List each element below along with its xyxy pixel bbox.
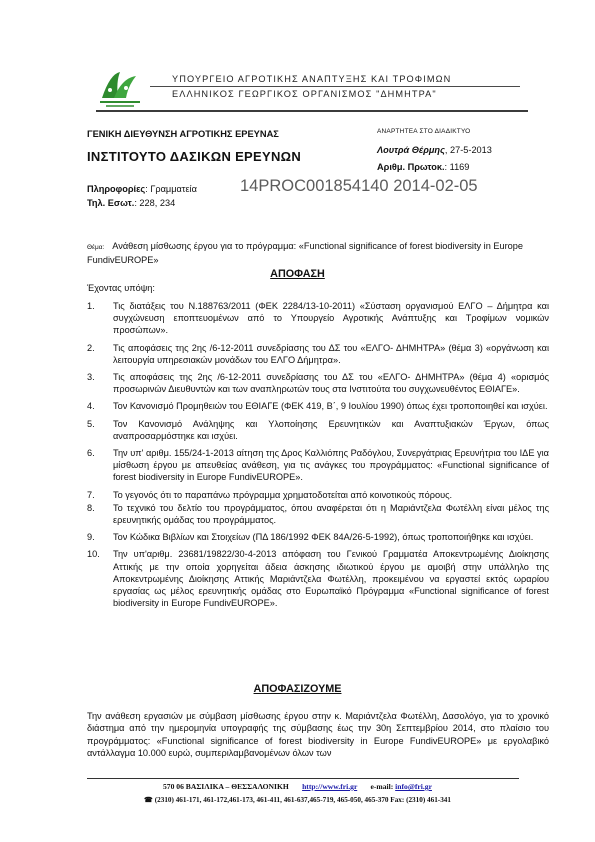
institute-name: ΙΝΣΤΙΤΟΥΤΟ ΔΑΣΙΚΩΝ ΕΡΕΥΝΩΝ: [87, 149, 302, 164]
diavgeia-stamp: 14PROC001854140 2014-02-05: [240, 177, 478, 195]
info-line: [87, 184, 197, 194]
list-item: 1. Τις διατάξεις του Ν.188763/2011 (ΦΕΚ 2284/13-10-2011) «Σύσταση οργανισμού ΕΛΓΟ – Δήμητρα και συγχώνευση εποπτευομένων από το Υπουργείο Αγροτικής Ανάπτυξης και Τροφίμων νομικών προσώπων».: [87, 301, 549, 336]
list-item: 5. Τον Κανονισμό Ανάληψης και Υλοποίησης Ερευνητικών και Αναπτυξιακών Έργων, όπως αναπροσαρμόστηκε και ισχύει.: [87, 418, 549, 441]
phone-value: : 228, 234: [134, 198, 176, 208]
phone-label: Τηλ. Εσωτ.: [87, 198, 135, 208]
protocol-label: Αριθμ. Πρωτοκ.: [377, 162, 445, 172]
info-value: : Γραμματεία: [145, 184, 197, 194]
decision-title: ΑΠΟΦΑΣΗ: [270, 268, 325, 280]
list-item: 8. Το τεχνικό του δελτίο του προγράμματος, όπου αναφέρεται ότι η Μαριάντζελα Φωτέλλη είναι μέλος της ερευνητικής ομάδας του προγράμματος.: [87, 502, 549, 526]
place: Λουτρά Θέρμης: [377, 145, 445, 155]
list-item: 9. Τον Κώδικα Βιβλίων και Στοιχείων (ΠΔ 186/1992 ΦΕΚ 84Α/26-5-1992), όπως τροποποιήθηκε και ισχύει.: [87, 532, 534, 543]
protocol-number: [377, 162, 469, 172]
protocol-value: : 1169: [444, 162, 470, 172]
subject: [87, 240, 549, 266]
header-rule: [96, 110, 528, 112]
posted-notice: ΑΝΑΡΤΗΤΕΑ ΣΤΟ ΔΙΑΔΙΚΤΥΟ: [377, 128, 471, 135]
list-item: 6. Την υπ' αριθμ. 155/24-1-2013 αίτηση της Δρος Καλλιόπης Ραδόγλου, Συνεργάτριας Ερευνήτρια του ΙΔΕ για μίσθωση έργου με απευθείας ανάθεση, για τις ανάγκες του προγράμματος: «Functional significance of forest biodiversity in Europe FundivEUROPE».: [87, 448, 549, 483]
organization-logo: [96, 68, 144, 110]
list-item: 7. Το γεγονός ότι το παραπάνω πρόγραμμα χρηματοδοτείται από κοινοτικούς πόρους.: [87, 489, 453, 500]
footer-contact: [0, 782, 595, 791]
phone-line: [87, 198, 175, 208]
considerations-list: [87, 300, 549, 614]
list-item: 2. Τις αποφάσεις της 2ης /6-12-2011 συνεδρίασης του ΔΣ του «ΕΛΓΟ- ΔΗΜΗΤΡΑ» (θέμα 3) «οργάνωση και λειτουργία υπηρεσιακών μονάδων του ΕΛΓΟ Δήμητρα».: [87, 342, 549, 365]
header-divider: [150, 86, 520, 87]
footer-phones: ☎ (2310) 461-171, 461-172,461-173, 461-411, 461-637,465-719, 465-050, 465-370 Fax: (2310) 461-341: [143, 796, 451, 804]
place-date: [377, 145, 492, 155]
subject-label: Θέμα:: [87, 244, 105, 251]
email-label: e-mail:: [370, 782, 394, 791]
info-label: Πληροφορίες: [87, 184, 146, 194]
footer-address: 570 06 ΒΑΣΙΛΙΚΑ – ΘΕΣΣΑΛΟΝΙΚΗ: [163, 782, 289, 791]
list-item: 4. Τον Κανονισμό Προμηθειών του ΕΘΙΑΓΕ (ΦΕΚ 419, Β΄, 9 Ιουλίου 1990) όπως έχει τροποποιηθεί και ισχύει.: [87, 401, 548, 412]
footer-divider: [87, 778, 519, 779]
ministry-name: ΥΠΟΥΡΓΕΙΟ ΑΓΡΟΤΙΚΗΣ ΑΝΑΠΤΥΞΗΣ ΚΑΙ ΤΡΟΦΙΜΩΝ: [172, 74, 452, 84]
agency-name: ΕΛΛΗΝΙΚΟΣ ΓΕΩΡΓΙΚΟΣ ΟΡΓΑΝΙΣΜΟΣ "ΔΗΜΗΤΡΑ": [172, 89, 437, 99]
having-seen: Έχοντας υπόψη:: [87, 283, 155, 293]
website-link[interactable]: http://www.fri.gr: [302, 782, 358, 791]
decide-title: ΑΠΟΦΑΣΙΖΟΥΜΕ: [253, 683, 342, 695]
list-item: 3. Τις αποφάσεις της 2ης /6-12-2011 συνεδρίασης του ΔΣ του «ΕΛΓΟ- ΔΗΜΗΤΡΑ» (θέμα 4) «ορισμός προσωρινών Διευθυντών και των αναπληρωτών τους στα Ινστιτούτα του συγχωνευθέντος ΕΘΙΑΓΕ».: [87, 372, 549, 395]
decision-body: Την ανάθεση εργασιών με σύμβαση μίσθωσης έργου στην κ. Μαριάντζελα Φωτέλλη, Δασολόγο, για το χρονικό διάστημα από την ημερομηνία υπογραφής της σύμβασης έως την 30η Σεπτεμβρίου 2014, στο πλαίσιο του προγράμματος: «Functional significance of forest biodiversity in Europe FundivEUROPE» με εργολαβικό αντάλλαγμα 10.000 ευρώ, συμπεριλαμβανομένων όλων των: [87, 711, 549, 759]
general-directorate: ΓΕΝΙΚΗ ΔΙΕΥΘΥΝΣΗ ΑΓΡΟΤΙΚΗΣ ΕΡΕΥΝΑΣ: [87, 129, 279, 139]
list-item: 10. Την υπ'αριθμ. 23681/19822/30-4-2013 απόφαση του Γενικού Γραμματέα Αποκεντρωμένης Διοίκησης Αττικής με την οποία χορηγείται άδεια άσκησης ιδιωτικού έργου με αμοιβή στην υπάλληλο της Αποκεντρωμένης Διοίκησης Αττικής Μαριάντζελα Φωτέλλη, προκειμένου να εργαστεί εκτός ωραρίου εργασίας ως μέλος ερευνητικής ομάδας στο Ευρωπαϊκό Πρόγραμμα «Functional significance of forest biodiversity in Europe FundivEUROPE».: [87, 549, 549, 609]
email-link[interactable]: info@fri.gr: [395, 782, 432, 791]
subject-text: Ανάθεση μίσθωσης έργου για το πρόγραμμα: «Functional significance of forest biodiversity in Europe FundivEUROPE»: [87, 241, 523, 265]
date: , 27-5-2013: [444, 145, 492, 155]
